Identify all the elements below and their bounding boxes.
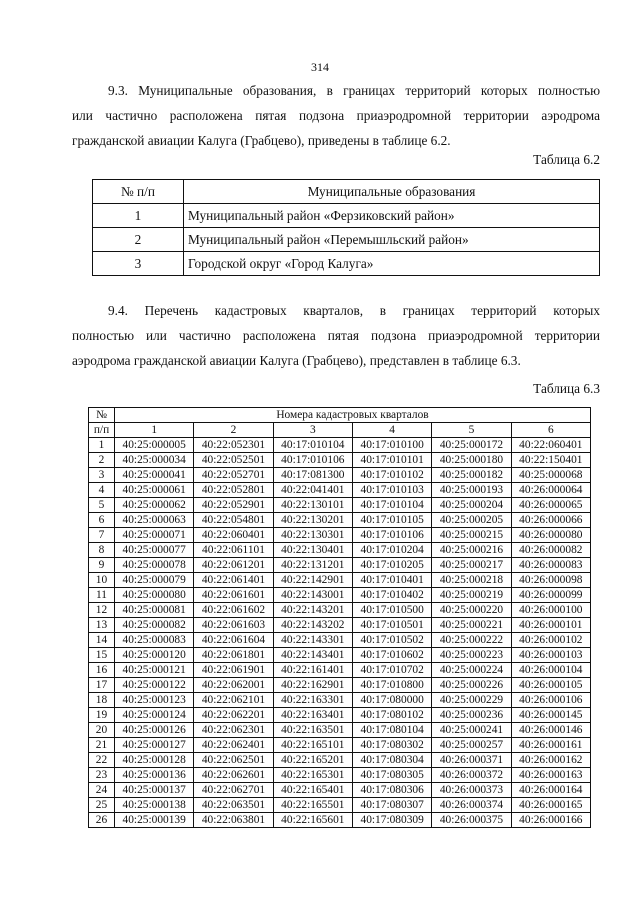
column-group-header: Номера кадастровых кварталов [115, 408, 591, 423]
table-row [89, 783, 591, 798]
cadastral-quarters-body [89, 438, 591, 828]
cadastral-quarter-number: 40:22:163501 [273, 723, 352, 738]
cadastral-quarter-number: 40:25:000217 [432, 558, 511, 573]
cadastral-quarter-number: 40:22:052701 [194, 468, 273, 483]
cadastral-quarter-number: 40:26:000162 [511, 753, 590, 768]
cadastral-quarter-number: 40:25:000128 [115, 753, 194, 768]
cadastral-quarter-number: 40:26:000105 [511, 678, 590, 693]
row-number: 2 [89, 453, 115, 468]
cadastral-quarter-number: 40:22:165201 [273, 753, 352, 768]
cadastral-quarter-number: 40:25:000122 [115, 678, 194, 693]
cadastral-quarter-number: 40:22:061601 [194, 588, 273, 603]
table-row [89, 708, 591, 723]
cadastral-quarter-number: 40:22:130301 [273, 528, 352, 543]
row-number: 9 [89, 558, 115, 573]
table-6-2-caption: Таблица 6.2 [533, 152, 600, 167]
row-number: 13 [89, 618, 115, 633]
cadastral-quarter-number: 40:26:000164 [511, 783, 590, 798]
table-row [89, 813, 591, 828]
cadastral-quarter-number: 40:26:000161 [511, 738, 590, 753]
row-number: 26 [89, 813, 115, 828]
cadastral-quarter-number: 40:25:000078 [115, 558, 194, 573]
cadastral-quarter-number: 40:17:010800 [352, 678, 431, 693]
cadastral-quarter-number: 40:25:000215 [432, 528, 511, 543]
cadastral-quarter-number: 40:25:000062 [115, 498, 194, 513]
row-number: 10 [89, 573, 115, 588]
cadastral-quarter-number: 40:26:000104 [511, 663, 590, 678]
cadastral-quarter-number: 40:22:063501 [194, 798, 273, 813]
cadastral-quarter-number: 40:22:130201 [273, 513, 352, 528]
table-row [89, 528, 591, 543]
cadastral-quarter-number: 40:17:080309 [352, 813, 431, 828]
cadastral-quarter-number: 40:22:150401 [511, 453, 590, 468]
paragraph-line: 9.3. Муниципальные образования, в границах территорий которых полностью [108, 83, 600, 98]
cadastral-quarter-number: 40:25:000241 [432, 723, 511, 738]
cadastral-quarter-number: 40:22:062301 [194, 723, 273, 738]
municipalities-table [92, 179, 600, 276]
cadastral-quarter-number: 40:22:143401 [273, 648, 352, 663]
row-number: 3 [93, 252, 184, 276]
cadastral-quarter-number: 40:25:000204 [432, 498, 511, 513]
cadastral-quarter-number: 40:22:063801 [194, 813, 273, 828]
cadastral-quarter-number: 40:25:000193 [432, 483, 511, 498]
row-number: 24 [89, 783, 115, 798]
cadastral-quarter-number: 40:17:010500 [352, 603, 431, 618]
cadastral-quarter-number: 40:22:165501 [273, 798, 352, 813]
row-number: 25 [89, 798, 115, 813]
cadastral-quarter-number: 40:17:010402 [352, 588, 431, 603]
cadastral-quarter-number: 40:25:000222 [432, 633, 511, 648]
cadastral-quarter-number: 40:22:061602 [194, 603, 273, 618]
cadastral-quarter-number: 40:26:000099 [511, 588, 590, 603]
paragraph-line: или частично расположена пятая подзона приаэродромной территории аэродрома [72, 108, 600, 123]
table-row [89, 558, 591, 573]
cadastral-quarter-number: 40:26:000083 [511, 558, 590, 573]
cadastral-quarter-number: 40:25:000041 [115, 468, 194, 483]
table-row [89, 663, 591, 678]
cadastral-quarter-number: 40:22:061801 [194, 648, 273, 663]
cadastral-quarter-number: 40:22:161401 [273, 663, 352, 678]
cadastral-quarter-number: 40:22:061901 [194, 663, 273, 678]
cadastral-quarter-number: 40:25:000005 [115, 438, 194, 453]
cadastral-quarter-number: 40:25:000121 [115, 663, 194, 678]
cadastral-quarter-number: 40:25:000220 [432, 603, 511, 618]
cadastral-quarter-number: 40:22:052501 [194, 453, 273, 468]
cadastral-quarter-number: 40:25:000124 [115, 708, 194, 723]
cadastral-quarter-number: 40:22:165101 [273, 738, 352, 753]
row-number: 3 [89, 468, 115, 483]
cadastral-quarter-number: 40:25:000123 [115, 693, 194, 708]
cadastral-quarter-number: 40:22:062601 [194, 768, 273, 783]
cadastral-quarter-number: 40:17:010205 [352, 558, 431, 573]
cadastral-quarter-number: 40:26:000146 [511, 723, 590, 738]
cadastral-quarter-number: 40:17:080306 [352, 783, 431, 798]
cadastral-quarter-number: 40:17:010102 [352, 468, 431, 483]
table-row [89, 588, 591, 603]
column-header-municipalities: Муниципальные образования [184, 180, 600, 204]
municipality-name: Муниципальный район «Перемышльский район» [184, 228, 600, 252]
cadastral-quarter-number: 40:25:000182 [432, 468, 511, 483]
cadastral-quarter-number: 40:17:010105 [352, 513, 431, 528]
table-row [89, 618, 591, 633]
cadastral-quarter-number: 40:22:062701 [194, 783, 273, 798]
table-row [89, 768, 591, 783]
cadastral-quarter-number: 40:22:061603 [194, 618, 273, 633]
paragraph-line: гражданской авиации Калуга (Грабцево), приведены в таблице 6.2. [72, 133, 451, 148]
cadastral-quarter-number: 40:25:000080 [115, 588, 194, 603]
table-row [89, 453, 591, 468]
cadastral-quarter-number: 40:25:000127 [115, 738, 194, 753]
cadastral-quarter-number: 40:22:061401 [194, 573, 273, 588]
cadastral-quarter-number: 40:26:000082 [511, 543, 590, 558]
row-number: 16 [89, 663, 115, 678]
cadastral-quarter-number: 40:22:062001 [194, 678, 273, 693]
row-number: 17 [89, 678, 115, 693]
cadastral-quarter-number: 40:26:000373 [432, 783, 511, 798]
cadastral-quarter-number: 40:22:130101 [273, 498, 352, 513]
cadastral-quarter-number: 40:25:000137 [115, 783, 194, 798]
row-number: 2 [93, 228, 184, 252]
cadastral-quarter-number: 40:22:162901 [273, 678, 352, 693]
cadastral-quarter-number: 40:22:131201 [273, 558, 352, 573]
row-number: 15 [89, 648, 115, 663]
cadastral-quarter-number: 40:26:000066 [511, 513, 590, 528]
cadastral-quarter-number: 40:22:143202 [273, 618, 352, 633]
cadastral-quarter-number: 40:17:080302 [352, 738, 431, 753]
cadastral-quarter-number: 40:22:061101 [194, 543, 273, 558]
row-number: 18 [89, 693, 115, 708]
paragraph-line: полностью или частично расположена пятая подзона приаэродромной территории [72, 328, 600, 343]
cadastral-quarter-number: 40:25:000063 [115, 513, 194, 528]
cadastral-quarter-number: 40:22:061201 [194, 558, 273, 573]
cadastral-quarter-number: 40:25:000257 [432, 738, 511, 753]
cadastral-quarter-number: 40:26:000165 [511, 798, 590, 813]
cadastral-quarter-number: 40:25:000138 [115, 798, 194, 813]
table-row [89, 753, 591, 768]
cadastral-quarter-number: 40:26:000374 [432, 798, 511, 813]
cadastral-quarter-number: 40:22:062501 [194, 753, 273, 768]
cadastral-quarter-number: 40:17:010101 [352, 453, 431, 468]
cadastral-quarter-number: 40:25:000236 [432, 708, 511, 723]
cadastral-quarter-number: 40:25:000120 [115, 648, 194, 663]
cadastral-quarter-number: 40:25:000205 [432, 513, 511, 528]
cadastral-quarter-number: 40:22:062101 [194, 693, 273, 708]
table-row [89, 513, 591, 528]
table-row [93, 228, 600, 252]
table-row [89, 573, 591, 588]
cadastral-quarter-number: 40:25:000071 [115, 528, 194, 543]
row-number: 1 [93, 204, 184, 228]
cadastral-quarter-number: 40:25:000034 [115, 453, 194, 468]
cadastral-quarter-number: 40:17:010204 [352, 543, 431, 558]
cadastral-quarter-number: 40:22:163301 [273, 693, 352, 708]
cadastral-quarter-number: 40:26:000145 [511, 708, 590, 723]
cadastral-quarter-number: 40:22:143201 [273, 603, 352, 618]
cadastral-quarter-number: 40:26:000371 [432, 753, 511, 768]
cadastral-quarter-number: 40:22:054801 [194, 513, 273, 528]
cadastral-quarter-number: 40:26:000163 [511, 768, 590, 783]
cadastral-quarter-number: 40:25:000068 [511, 468, 590, 483]
table-row [89, 738, 591, 753]
cadastral-quarter-number: 40:17:010501 [352, 618, 431, 633]
cadastral-quarter-number: 40:26:000098 [511, 573, 590, 588]
cadastral-quarter-number: 40:25:000223 [432, 648, 511, 663]
table-row [89, 603, 591, 618]
cadastral-quarter-number: 40:25:000172 [432, 438, 511, 453]
cadastral-quarter-number: 40:25:000224 [432, 663, 511, 678]
cadastral-quarter-number: 40:17:080102 [352, 708, 431, 723]
cadastral-quarter-number: 40:25:000082 [115, 618, 194, 633]
cadastral-quarter-number: 40:17:010103 [352, 483, 431, 498]
municipality-name: Городской округ «Город Калуга» [184, 252, 600, 276]
cadastral-quarter-number: 40:17:010702 [352, 663, 431, 678]
cadastral-quarter-number: 40:17:080304 [352, 753, 431, 768]
cadastral-quarter-number: 40:26:000101 [511, 618, 590, 633]
cadastral-quarter-number: 40:22:061604 [194, 633, 273, 648]
cadastral-quarter-number: 40:22:142901 [273, 573, 352, 588]
cadastral-quarter-number: 40:25:000218 [432, 573, 511, 588]
cadastral-quarter-number: 40:26:000106 [511, 693, 590, 708]
row-number: 21 [89, 738, 115, 753]
cadastral-quarter-number: 40:17:081300 [273, 468, 352, 483]
cadastral-quarter-number: 40:26:000102 [511, 633, 590, 648]
cadastral-quarter-number: 40:22:062401 [194, 738, 273, 753]
cadastral-quarter-number: 40:22:052801 [194, 483, 273, 498]
cadastral-quarter-number: 40:25:000061 [115, 483, 194, 498]
cadastral-quarters-table [88, 407, 591, 828]
table-row [89, 693, 591, 708]
column-header-number: № п/п [93, 180, 184, 204]
cadastral-quarter-number: 40:26:000166 [511, 813, 590, 828]
cadastral-quarter-number: 40:25:000136 [115, 768, 194, 783]
table-row [89, 543, 591, 558]
cadastral-quarter-number: 40:17:080307 [352, 798, 431, 813]
table-row [89, 483, 591, 498]
table-header-row [89, 408, 591, 423]
table-row [93, 252, 600, 276]
cadastral-quarter-number: 40:17:010106 [352, 528, 431, 543]
table-row [93, 204, 600, 228]
cadastral-quarter-number: 40:22:062201 [194, 708, 273, 723]
table-row [89, 678, 591, 693]
cadastral-quarter-number: 40:22:060401 [194, 528, 273, 543]
cadastral-quarter-number: 40:22:041401 [273, 483, 352, 498]
table-header-row [93, 180, 600, 204]
table-row [89, 498, 591, 513]
cadastral-quarter-number: 40:17:010602 [352, 648, 431, 663]
cadastral-quarter-number: 40:17:010100 [352, 438, 431, 453]
cadastral-quarter-number: 40:22:165301 [273, 768, 352, 783]
cadastral-quarter-number: 40:26:000064 [511, 483, 590, 498]
cadastral-quarter-number: 40:17:010502 [352, 633, 431, 648]
table-row [89, 723, 591, 738]
cadastral-quarter-number: 40:17:010106 [273, 453, 352, 468]
column-number-header: 5 [432, 423, 511, 438]
cadastral-quarter-number: 40:26:000372 [432, 768, 511, 783]
table-row [89, 468, 591, 483]
cadastral-quarter-number: 40:25:000219 [432, 588, 511, 603]
column-number-header: 6 [511, 423, 590, 438]
cadastral-quarter-number: 40:17:010104 [273, 438, 352, 453]
cadastral-quarter-number: 40:17:080000 [352, 693, 431, 708]
paragraph-line: 9.4. Перечень кадастровых кварталов, в границах территорий которых [108, 303, 600, 318]
cadastral-quarter-number: 40:22:130401 [273, 543, 352, 558]
cadastral-quarter-number: 40:22:143001 [273, 588, 352, 603]
cadastral-quarter-number: 40:25:000081 [115, 603, 194, 618]
row-number: 8 [89, 543, 115, 558]
cadastral-quarter-number: 40:17:080305 [352, 768, 431, 783]
column-number-header: 3 [273, 423, 352, 438]
row-number: 22 [89, 753, 115, 768]
table-row [89, 648, 591, 663]
row-number: 19 [89, 708, 115, 723]
cadastral-quarter-number: 40:22:060401 [511, 438, 590, 453]
cadastral-quarter-number: 40:26:000103 [511, 648, 590, 663]
cadastral-quarter-number: 40:26:000065 [511, 498, 590, 513]
cadastral-quarter-number: 40:25:000221 [432, 618, 511, 633]
cadastral-quarter-number: 40:22:052301 [194, 438, 273, 453]
cadastral-quarter-number: 40:17:010104 [352, 498, 431, 513]
column-number-header: 4 [352, 423, 431, 438]
municipality-name: Муниципальный район «Ферзиковский район» [184, 204, 600, 228]
cadastral-quarter-number: 40:17:080104 [352, 723, 431, 738]
column-header-number-bottom: п/п [89, 423, 115, 438]
column-header-number-top: № [89, 408, 115, 423]
cadastral-quarter-number: 40:25:000139 [115, 813, 194, 828]
column-number-header: 1 [115, 423, 194, 438]
cadastral-quarter-number: 40:25:000079 [115, 573, 194, 588]
row-number: 12 [89, 603, 115, 618]
row-number: 5 [89, 498, 115, 513]
cadastral-quarter-number: 40:17:010401 [352, 573, 431, 588]
section-9-3-paragraph [72, 78, 600, 153]
table-row [89, 798, 591, 813]
page-number: 314 [311, 60, 329, 74]
cadastral-quarter-number: 40:26:000080 [511, 528, 590, 543]
cadastral-quarter-number: 40:22:165401 [273, 783, 352, 798]
cadastral-quarter-number: 40:25:000229 [432, 693, 511, 708]
row-number: 23 [89, 768, 115, 783]
section-9-4-paragraph [72, 298, 600, 373]
row-number: 14 [89, 633, 115, 648]
row-number: 1 [89, 438, 115, 453]
cadastral-quarter-number: 40:22:163401 [273, 708, 352, 723]
cadastral-quarter-number: 40:22:165601 [273, 813, 352, 828]
row-number: 6 [89, 513, 115, 528]
table-6-3-caption: Таблица 6.3 [533, 381, 600, 396]
cadastral-quarter-number: 40:25:000180 [432, 453, 511, 468]
row-number: 7 [89, 528, 115, 543]
table-row [89, 438, 591, 453]
cadastral-quarter-number: 40:25:000077 [115, 543, 194, 558]
row-number: 11 [89, 588, 115, 603]
row-number: 20 [89, 723, 115, 738]
cadastral-quarter-number: 40:25:000083 [115, 633, 194, 648]
column-numbers-row [89, 423, 591, 438]
cadastral-quarter-number: 40:26:000375 [432, 813, 511, 828]
row-number: 4 [89, 483, 115, 498]
cadastral-quarter-number: 40:22:143301 [273, 633, 352, 648]
cadastral-quarter-number: 40:25:000216 [432, 543, 511, 558]
cadastral-quarter-number: 40:25:000126 [115, 723, 194, 738]
table-row [89, 633, 591, 648]
cadastral-quarter-number: 40:26:000100 [511, 603, 590, 618]
paragraph-line: аэродрома гражданской авиации Калуга (Грабцево), представлен в таблице 6.3. [72, 353, 521, 368]
cadastral-quarter-number: 40:25:000226 [432, 678, 511, 693]
column-number-header: 2 [194, 423, 273, 438]
cadastral-quarter-number: 40:22:052901 [194, 498, 273, 513]
